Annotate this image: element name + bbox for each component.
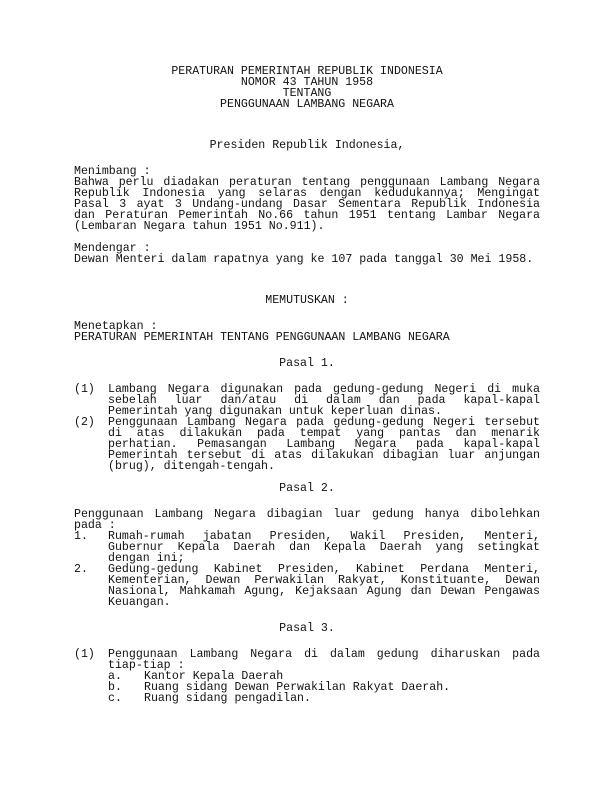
text-line: Gubernur Kepala Daerah dan Kepala Daerah yang setingkat <box>108 541 540 554</box>
text-line: sebelah luar dan/atau di dalam dan pada kapal-kapal <box>108 394 540 407</box>
pasal-2-heading: Pasal 2. <box>279 482 335 495</box>
document-title <box>74 66 540 110</box>
president-block <box>74 140 540 151</box>
sub-item-letter: c. <box>108 692 122 705</box>
list-item <box>74 564 540 608</box>
text-line: Dewan Menteri dalam rapatnya yang ke 107 pada tanggal 30 Mei 1958. <box>74 253 534 266</box>
text-line: di atas dilakukan pada tempat yang pantas dan menarik <box>108 427 540 440</box>
memutuskan-heading: MEMUTUSKAN : <box>265 294 349 307</box>
sub-item <box>108 693 540 704</box>
text-line: Pemerintah tersebut di atas dilakukan dibagian luar anjungan <box>108 449 540 462</box>
pasal-3-items <box>74 649 540 704</box>
text-line: Pasal 3 ayat 3 Undang-undang Dasar Sementara Republik Indonesia <box>74 198 540 211</box>
title-line: PENGGUNAAN LAMBANG NEGARA <box>220 98 394 111</box>
pasal-2-body <box>74 509 540 608</box>
text-line: (Lembaran Negara tahun 1951 No.911). <box>74 220 325 233</box>
text-line: dengan ini; <box>108 552 185 565</box>
item-number: (1) <box>74 648 95 661</box>
section-label: Menimbang : <box>74 165 151 178</box>
text-line: Penggunaan Lambang Negara pada gedung-gedung Negeri tersebut <box>108 416 540 429</box>
title-line: NOMOR 43 TAHUN 1958 <box>240 76 374 89</box>
text-line: dan Peraturan Pemerintah No.66 tahun 1951 tentang Lambar Negara <box>74 209 540 222</box>
text-line: Penggunaan Lambang Negara di dalam gedung diharuskan pada <box>108 648 540 661</box>
text-line: (brug), ditengah-tengah. <box>108 460 275 473</box>
text-line: PERATURAN PEMERINTAH TENTANG PENGGUNAAN LAMBANG NEGARA <box>74 331 450 344</box>
pasal-1-heading: Pasal 1. <box>279 357 335 370</box>
pasal-1-block <box>74 358 540 369</box>
title-line: TENTANG <box>282 87 332 100</box>
list-item <box>74 531 540 564</box>
menetapkan-section <box>74 321 540 343</box>
text-line: Keuangan. <box>108 596 171 609</box>
president-line: Presiden Republik Indonesia, <box>209 139 405 152</box>
sub-item-text: Kantor Kepala Daerah <box>144 670 284 683</box>
text-line: Republik Indonesia yang selaras dengan kedudukannya; Mengingat <box>74 187 540 200</box>
item-number: 2. <box>74 563 88 576</box>
title-line: PERATURAN PEMERINTAH REPUBLIK INDONESIA <box>171 65 443 78</box>
text-line: Gedung-gedung Kabinet Presiden, Kabinet Perdana Menteri, <box>108 563 540 576</box>
pasal-2-block <box>74 483 540 494</box>
text-line: Penggunaan Lambang Negara dibagian luar gedung hanya dibolehkan <box>74 508 540 521</box>
text-line: Kementerian, Dewan Perwakilan Rakyat, Konstituante, Dewan <box>108 574 540 587</box>
item-number: (2) <box>74 416 95 429</box>
sub-item-letter: a. <box>108 670 122 683</box>
sub-item-letter: b. <box>108 681 122 694</box>
memutuskan-block <box>74 295 540 306</box>
section-label: Menetapkan : <box>74 320 158 333</box>
pasal-3-heading: Pasal 3. <box>279 622 335 635</box>
text-line: Nasional, Mahkamah Agung, Kejaksaan Agung dan Dewan Pengawas <box>108 585 540 598</box>
text-line: Rumah-rumah jabatan Presiden, Wakil Presiden, Menteri, <box>108 530 540 543</box>
text-line: Bahwa perlu diadakan peraturan tentang penggunaan Lambang Negara <box>74 176 540 189</box>
text-line: pada : <box>74 519 116 532</box>
pasal-1-items <box>74 384 540 472</box>
list-item <box>74 384 540 417</box>
item-number: 1. <box>74 530 88 543</box>
text-line: tiap-tiap : <box>108 659 185 672</box>
menimbang-section <box>74 166 540 232</box>
sub-item-text: Ruang sidang Dewan Perwakilan Rakyat Daerah. <box>144 681 451 694</box>
text-line: Lambang Negara digunakan pada gedung-gedung Negeri di muka <box>108 383 540 396</box>
sub-item-text: Ruang sidang pengadilan. <box>144 692 311 705</box>
mendengar-section <box>74 243 540 265</box>
text-line: perhatian. Pemasangan Lambang Negara pada kapal-kapal <box>108 438 540 451</box>
list-item <box>74 417 540 472</box>
section-label: Mendengar : <box>74 242 151 255</box>
text-line: Pemerintah yang digunakan untuk keperluan dinas. <box>108 405 442 418</box>
pasal-3-block <box>74 623 540 634</box>
item-number: (1) <box>74 383 95 396</box>
list-item <box>74 649 540 704</box>
